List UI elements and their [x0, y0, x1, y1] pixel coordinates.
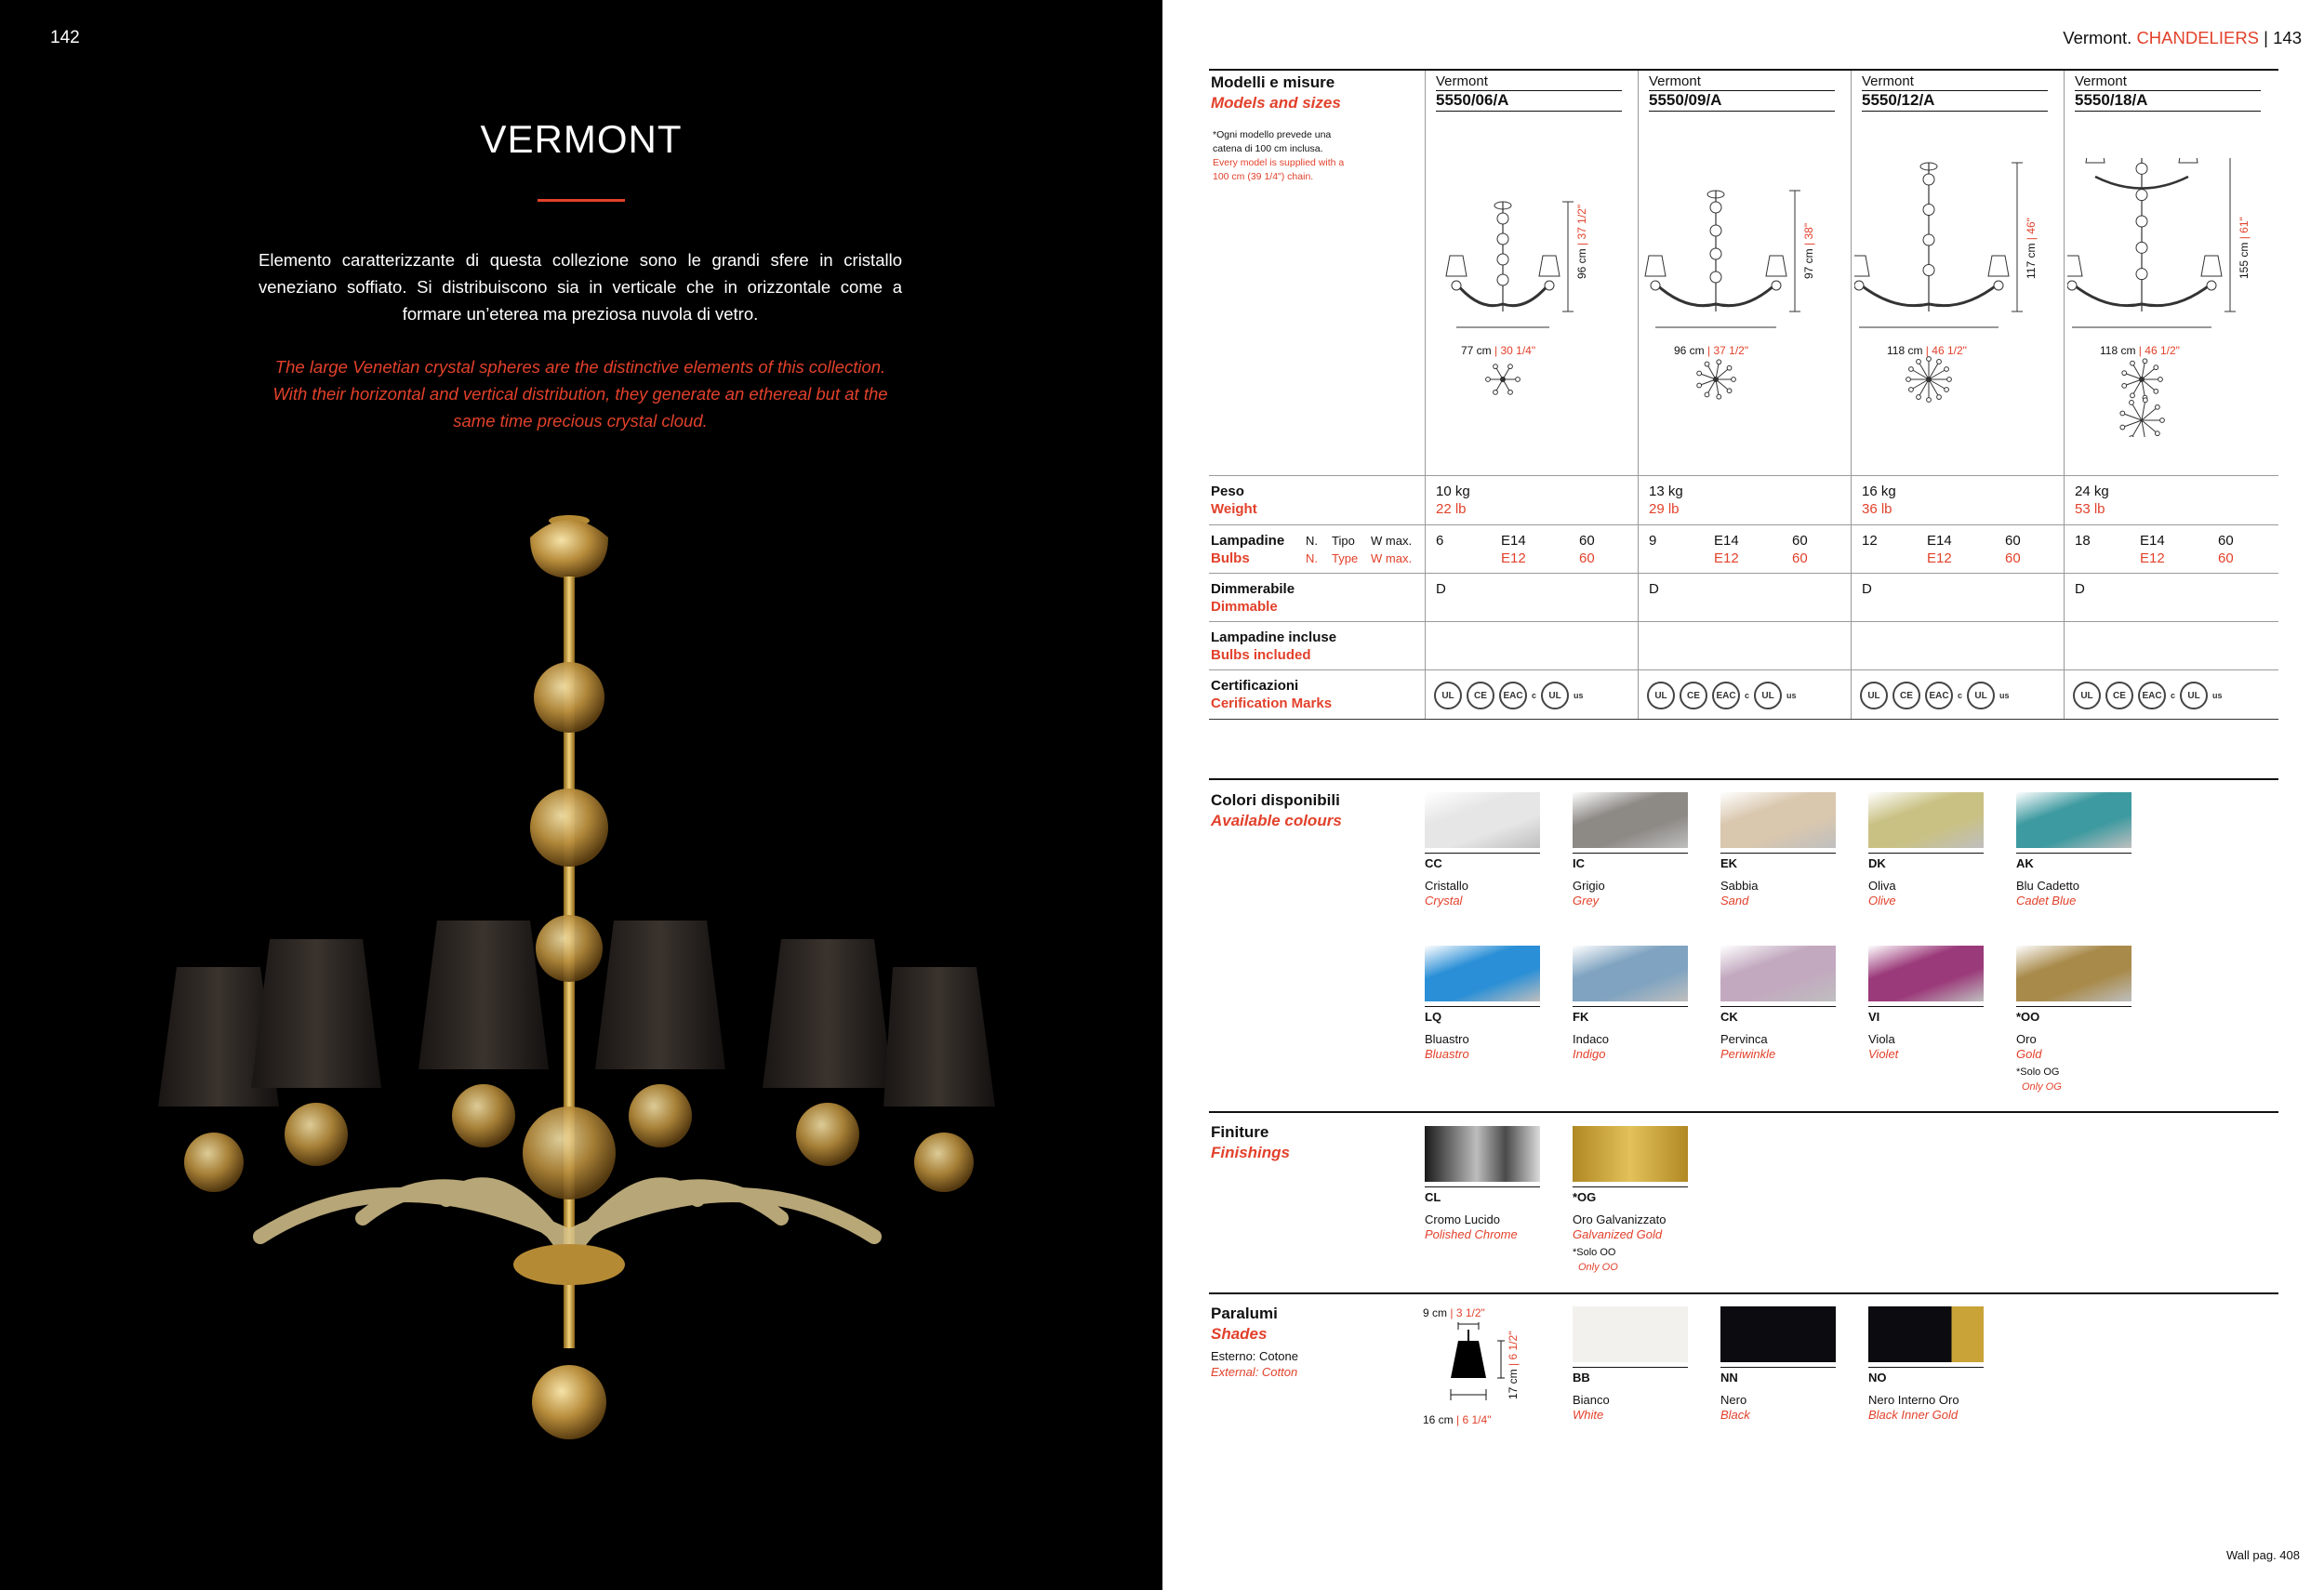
certification-marks [1647, 682, 1797, 709]
model-weight: 10 kg 22 lb [1436, 484, 1470, 517]
model-header: Vermont 5550/12/A [1862, 73, 2048, 112]
cert-mark-icon: UL [2180, 682, 2208, 709]
header-category: CHANDELIERS [2136, 28, 2260, 47]
wall-page-reference: Wall pag. 408 [2225, 1548, 2300, 1562]
model-width: 118 cm | 46 1/2" [1887, 344, 1967, 357]
colours-swatch [2016, 792, 2131, 848]
description-english: The large Venetian crystal spheres are the distinctive elements of this collection. With their horizontal and vertical distribution, they generate an ethereal but at the same time precious crystal cloud. [272, 357, 888, 431]
cert-mark-icon: CE [1680, 682, 1707, 709]
finishings-top-rule [1209, 1111, 2278, 1113]
bulbs-included-label: Lampadine incluse Bulbs included [1211, 629, 1337, 663]
colours-swatch [1720, 946, 1836, 1001]
model-height: 96 cm | 37 1/2" [1575, 204, 1588, 279]
bulbs-wattage: 60 60 [1579, 533, 1595, 566]
colours-swatch [1425, 946, 1540, 1001]
certification-marks [2073, 682, 2223, 709]
cert-mark-icon: c [1745, 691, 1750, 700]
colours-swatch [1573, 946, 1688, 1001]
row-divider [1209, 669, 2278, 670]
row-divider [1209, 621, 2278, 622]
shades-swatch [1720, 1306, 1836, 1362]
model-weight: 24 kg 53 lb [2075, 484, 2109, 517]
title-underline [538, 199, 625, 202]
bulbs-count: 12 [1862, 533, 1878, 549]
cert-mark-icon: CE [1467, 682, 1494, 709]
model-height: 97 cm | 38" [1802, 222, 1815, 279]
model-width: 118 cm | 46 1/2" [2100, 344, 2180, 357]
shades-swatch-label: BB Bianco White [1573, 1367, 1688, 1423]
bulbs-wattage: 60 60 [2005, 533, 2021, 566]
finishings-swatch-label: *OG Oro Galvanizzato Galvanized Gold *Solo OO Only OO [1573, 1186, 1688, 1275]
model-drawing [1854, 158, 2059, 437]
specs-table-top-rule [1209, 69, 2278, 71]
cert-mark-icon: EAC [1712, 682, 1740, 709]
bulbs-type-label: Tipo Type [1332, 534, 1359, 565]
certification-marks [1434, 682, 1584, 709]
cert-mark-icon: us [1786, 691, 1797, 700]
colours-swatch [1720, 792, 1836, 848]
row-divider [1209, 719, 2278, 720]
running-header [2063, 28, 2302, 48]
dimmable-value: D [1649, 581, 1659, 597]
colours-swatch [1425, 792, 1540, 848]
cert-mark-icon: UL [1541, 682, 1569, 709]
shades-swatch [1868, 1306, 1984, 1362]
header-page-number: 143 [2273, 28, 2302, 47]
colours-swatch [2016, 946, 2131, 1001]
colours-swatch-label: *OO Oro Gold *Solo OG Only OG [2016, 1006, 2131, 1094]
finishings-swatch [1425, 1126, 1540, 1182]
description-italian: Elemento caratterizzante di questa collezione sono le grandi sfere in cristallo veneziano soffiato. Si distribuiscono sia in verticale che in orizzontale come a formare un’eterea ma preziosa nuvola di vetro. [259, 250, 902, 324]
weight-label: Peso Weight [1211, 484, 1257, 517]
cert-mark-icon: UL [2073, 682, 2101, 709]
bulbs-type: E14 E12 [1501, 533, 1526, 566]
cert-mark-icon: UL [1754, 682, 1782, 709]
finishings-swatch-label: CL Cromo Lucido Polished Chrome [1425, 1186, 1540, 1242]
colours-swatch-label: AK Blu Cadetto Cadet Blue [2016, 853, 2131, 908]
bulbs-type: E14 E12 [1714, 533, 1739, 566]
cert-mark-icon: UL [1434, 682, 1462, 709]
page-number-left: 142 [50, 28, 80, 47]
model-drawing [1641, 158, 1846, 437]
dimmable-value: D [1436, 581, 1446, 597]
shades-material: Esterno: Cotone External: Cotton [1211, 1349, 1298, 1379]
dimmable-value: D [1862, 581, 1872, 597]
finishings-label: Finiture Finishings [1211, 1123, 1290, 1161]
cert-mark-icon: us [1574, 691, 1584, 700]
colours-swatch-label: LQ Bluastro Bluastro [1425, 1006, 1540, 1062]
bulbs-type: E14 E12 [2140, 533, 2165, 566]
dimmable-value: D [2075, 581, 2085, 597]
shades-label: Paralumi Shades [1211, 1305, 1278, 1343]
colours-swatch-label: EK Sabbia Sand [1720, 853, 1836, 908]
bulbs-w-label: W max. W max. [1371, 534, 1413, 565]
row-divider [1209, 524, 2278, 525]
shades-swatch-label: NN Nero Black [1720, 1367, 1836, 1423]
model-header: Vermont 5550/06/A [1436, 73, 1622, 112]
colours-swatch [1868, 792, 1984, 848]
colours-swatch-label: VI Viola Violet [1868, 1006, 1984, 1062]
colours-swatch-label: CK Pervinca Periwinkle [1720, 1006, 1836, 1062]
certification-marks [1860, 682, 2010, 709]
bulbs-count: 6 [1436, 533, 1444, 549]
row-divider [1209, 475, 2278, 476]
cert-mark-icon: CE [1892, 682, 1920, 709]
cert-mark-icon: us [1999, 691, 2010, 700]
cert-mark-icon: EAC [1499, 682, 1527, 709]
row-divider [1209, 573, 2278, 574]
bulbs-wattage: 60 60 [2218, 533, 2234, 566]
model-width: 77 cm | 30 1/4" [1461, 344, 1536, 357]
finishings-swatch [1573, 1126, 1688, 1182]
bulbs-type: E14 E12 [1927, 533, 1952, 566]
model-header: Vermont 5550/18/A [2075, 73, 2261, 112]
cert-mark-icon: c [1958, 691, 1963, 700]
model-width: 96 cm | 37 1/2" [1674, 344, 1749, 357]
colours-swatch [1868, 946, 1984, 1001]
colours-swatch-label: DK Oliva Olive [1868, 853, 1984, 908]
header-collection: Vermont. [2063, 28, 2132, 47]
model-weight: 16 kg 36 lb [1862, 484, 1896, 517]
shades-top-rule [1209, 1292, 2278, 1294]
cert-mark-icon: us [2212, 691, 2223, 700]
shades-swatch-label: NO Nero Interno Oro Black Inner Gold [1868, 1367, 1984, 1423]
colours-top-rule [1209, 778, 2278, 780]
model-drawing [2067, 158, 2272, 437]
bulbs-count: 18 [2075, 533, 2091, 549]
cert-mark-icon: EAC [1925, 682, 1953, 709]
model-drawing [1428, 158, 1633, 437]
colours-swatch-label: CC Cristallo Crystal [1425, 853, 1540, 908]
bulbs-count: 9 [1649, 533, 1657, 549]
bulbs-label: Lampadine Bulbs [1211, 533, 1285, 566]
page-title: VERMONT [480, 117, 683, 161]
chandelier-photo [149, 511, 1014, 1441]
certifications-label: Certificazioni Cerification Marks [1211, 678, 1333, 711]
dimmable-label: Dimmerabile Dimmable [1211, 581, 1295, 615]
colours-swatch-label: IC Grigio Grey [1573, 853, 1688, 908]
bulbs-wattage: 60 60 [1792, 533, 1808, 566]
colours-label: Colori disponibili Available colours [1211, 791, 1342, 829]
cert-mark-icon: UL [1860, 682, 1888, 709]
cert-mark-icon: UL [1647, 682, 1675, 709]
model-header: Vermont 5550/09/A [1649, 73, 1835, 112]
model-weight: 13 kg 29 lb [1649, 484, 1683, 517]
cert-mark-icon: c [2171, 691, 2176, 700]
cert-mark-icon: c [1532, 691, 1537, 700]
models-label: Modelli e misure Models and sizes [1211, 73, 1341, 112]
shades-swatch [1573, 1306, 1688, 1362]
model-height: 117 cm | 46" [2025, 218, 2038, 279]
cert-mark-icon: EAC [2138, 682, 2166, 709]
colours-swatch-label: FK Indaco Indigo [1573, 1006, 1688, 1062]
model-height: 155 cm | 61" [2238, 217, 2251, 279]
cert-mark-icon: CE [2105, 682, 2133, 709]
colours-swatch [1573, 792, 1688, 848]
bulbs-n-label: N. N. [1306, 534, 1318, 565]
header-separator: | [2264, 28, 2268, 47]
cert-mark-icon: UL [1967, 682, 1995, 709]
models-note: *Ogni modello prevede una catena di 100 cm inclusa. Every model is supplied with a 100 cm (39 1/4") chain. [1213, 129, 1345, 182]
